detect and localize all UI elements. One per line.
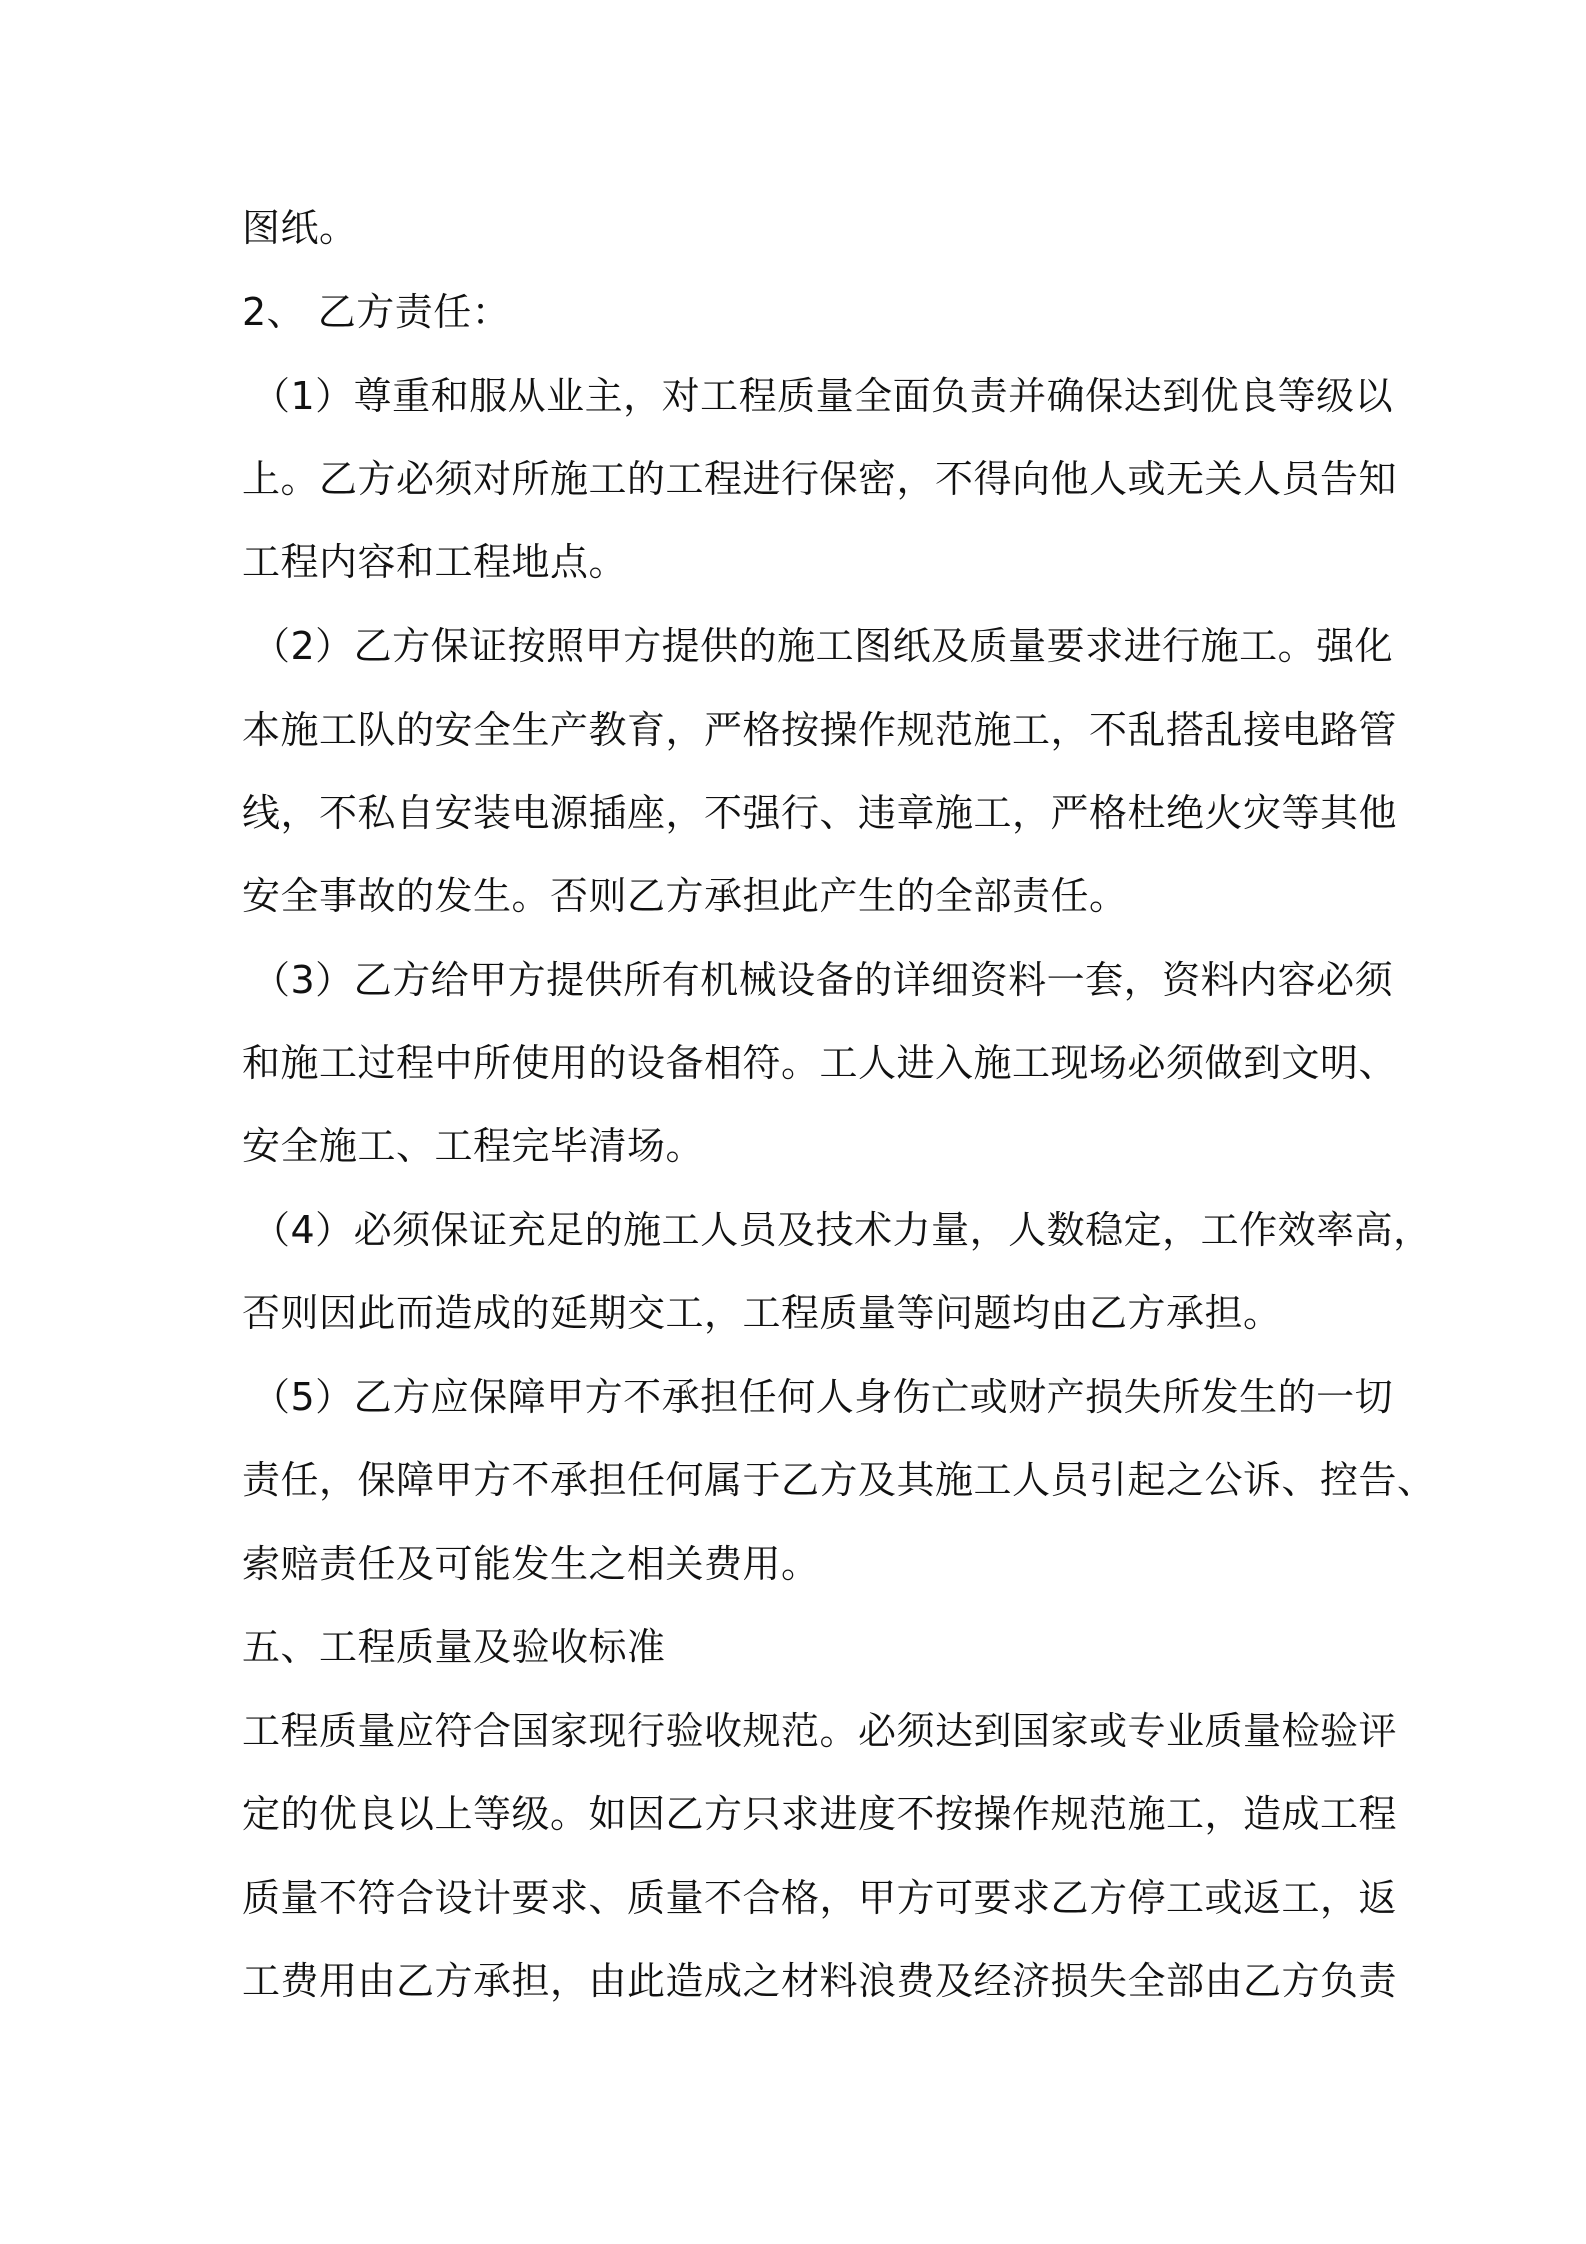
text-line: 工程质量应符合国家现行验收规范。必须达到国家或专业质量检验评 bbox=[242, 1709, 1398, 1753]
text-line: 责任，保障甲方不承担任何属于乙方及其施工人员引起之公诉、控告、 bbox=[242, 1458, 1436, 1502]
text-line: 定的优良以上等级。如因乙方只求进度不按操作规范施工，造成工程 bbox=[242, 1792, 1398, 1836]
text-line: 和施工过程中所使用的设备相符。工人进入施工现场必须做到文明、 bbox=[242, 1041, 1398, 1085]
text-line: 安全事故的发生。否则乙方承担此产生的全部责任。 bbox=[242, 874, 1128, 918]
text-line: 工程内容和工程地点。 bbox=[242, 540, 628, 584]
text-line: 质量不符合设计要求、质量不合格，甲方可要求乙方停工或返工，返 bbox=[242, 1876, 1398, 1920]
text-line: （3）乙方给甲方提供所有机械设备的详细资料一套，资料内容必须 bbox=[252, 958, 1394, 1002]
text-line: 图纸。 bbox=[242, 206, 358, 250]
text-line: （1）尊重和服从业主，对工程质量全面负责并确保达到优良等级以 bbox=[252, 374, 1394, 418]
text-line: 工费用由乙方承担，由此造成之材料浪费及经济损失全部由乙方负责 bbox=[242, 1959, 1398, 2003]
section-heading: 五、工程质量及验收标准 bbox=[242, 1625, 666, 1669]
text-line: （5）乙方应保障甲方不承担任何人身伤亡或财产损失所发生的一切 bbox=[252, 1375, 1394, 1419]
text-line: （2）乙方保证按照甲方提供的施工图纸及质量要求进行施工。强化 bbox=[252, 624, 1394, 668]
text-line: 本施工队的安全生产教育，严格按操作规范施工，不乱搭乱接电路管 bbox=[242, 708, 1398, 752]
text-line: 否则因此而造成的延期交工，工程质量等问题均由乙方承担。 bbox=[242, 1291, 1282, 1335]
text-line: 索赔责任及可能发生之相关费用。 bbox=[242, 1542, 820, 1586]
text-line: 安全施工、工程完毕清场。 bbox=[242, 1124, 705, 1168]
section-heading: 2、 乙方责任： bbox=[242, 290, 511, 334]
text-line: 上。乙方必须对所施工的工程进行保密，不得向他人或无关人员告知 bbox=[242, 457, 1398, 501]
text-line: 线，不私自安装电源插座，不强行、违章施工，严格杜绝火灾等其他 bbox=[242, 791, 1398, 835]
text-line: （4）必须保证充足的施工人员及技术力量，人数稳定，工作效率高， bbox=[252, 1208, 1432, 1252]
